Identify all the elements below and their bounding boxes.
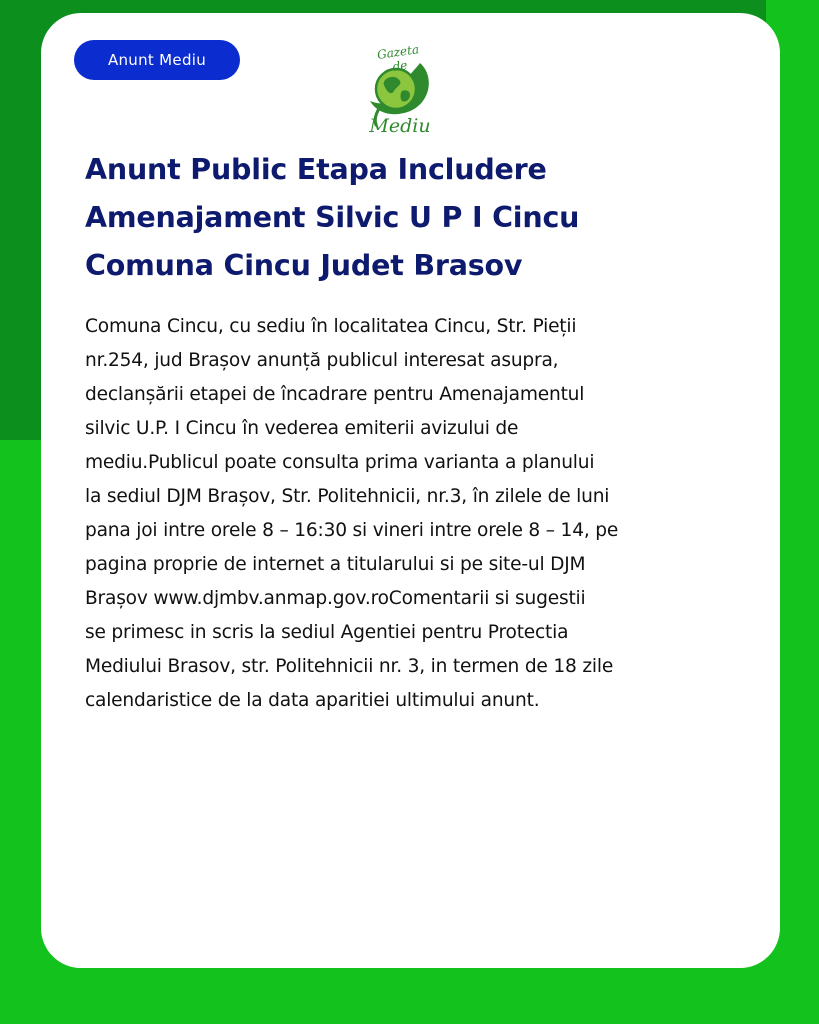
category-badge[interactable]: Anunt Mediu <box>74 40 240 80</box>
logo-text-bottom: Mediu <box>369 115 431 137</box>
body-line: declanșării etapei de încadrare pentru Amenajamentul <box>85 384 585 405</box>
title-line: Comuna Cincu Judet Brasov <box>85 249 523 282</box>
body-line: pagina proprie de internet a titularului si pe site-ul DJM <box>85 554 586 575</box>
body-line: Brașov www.djmbv.anmap.gov.roComentarii si sugestii <box>85 588 586 609</box>
body-line: calendaristice de la data aparitiei ultimului anunt. <box>85 690 540 711</box>
title-line: Amenajament Silvic U P I Cincu <box>85 201 580 234</box>
logo-text-top: Gazeta de <box>376 42 420 74</box>
body-line: nr.254, jud Brașov anunță publicul interesat asupra, <box>85 350 559 371</box>
body-line: mediu.Publicul poate consulta prima varianta a planului <box>85 452 595 473</box>
body-line: pana joi intre orele 8 – 16:30 si vineri intre orele 8 – 14, pe <box>85 520 619 541</box>
body-line: Comuna Cincu, cu sediu în localitatea Cincu, Str. Pieții <box>85 316 577 337</box>
body-line: Mediului Brasov, str. Politehnicii nr. 3, in termen de 18 zile <box>85 656 614 677</box>
article-title <box>85 146 745 290</box>
body-line: la sediul DJM Brașov, Str. Politehnicii, nr.3, în zilele de luni <box>85 486 610 507</box>
title-line: Anunt Public Etapa Includere <box>85 153 547 186</box>
body-line: silvic U.P. I Cincu în vederea emiterii avizului de <box>85 418 519 439</box>
announcement-card <box>41 13 780 968</box>
body-line: se primesc in scris la sediul Agentiei pentru Protectia <box>85 622 569 643</box>
gazeta-de-mediu-logo[interactable] <box>358 41 438 141</box>
article-body <box>85 310 735 718</box>
